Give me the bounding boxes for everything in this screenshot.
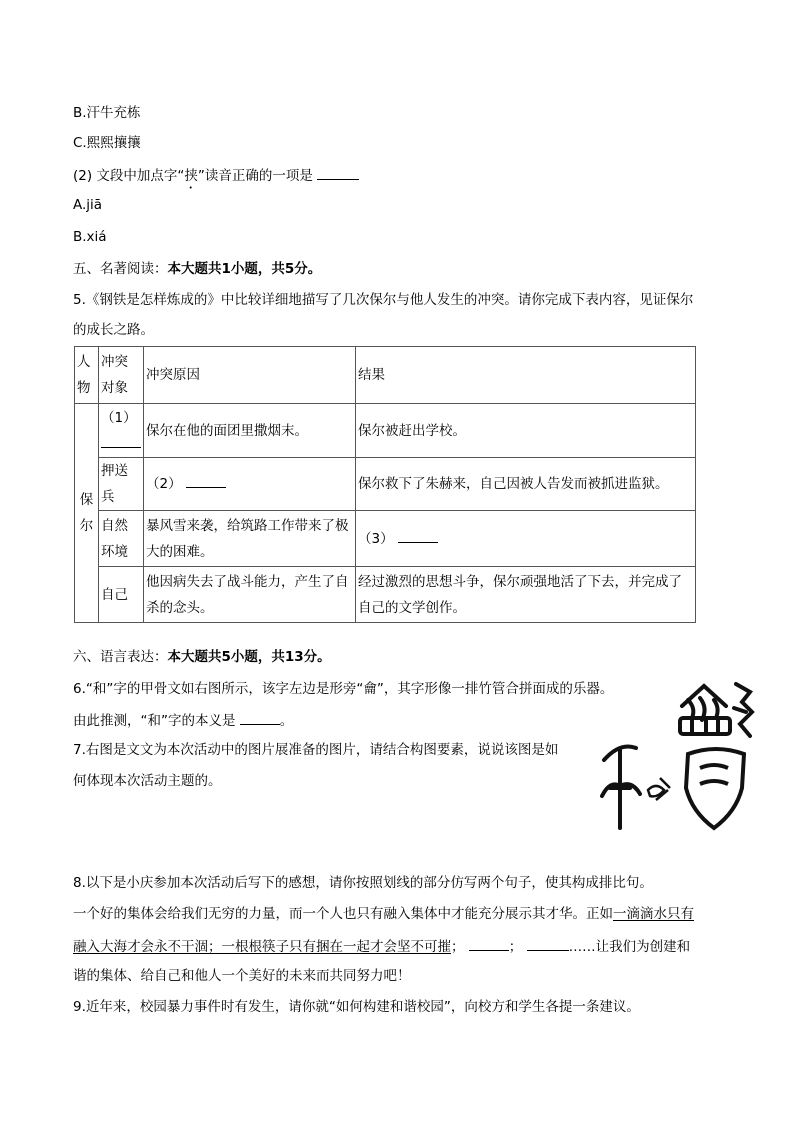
hands-glyph (648, 778, 670, 800)
header-result: 结果 (356, 347, 696, 404)
header-cause: 冲突原因 (144, 347, 356, 404)
sub2-prefix: (2) 文段中加点字“ (73, 168, 185, 184)
dotted-char: 挟 (184, 168, 198, 184)
result-cell: （3） (356, 511, 696, 567)
cause-cell: 他因病失去了战斗能力，产生了自杀的念头。 (144, 567, 356, 623)
answer-blank-1[interactable] (101, 433, 141, 448)
sub-question-2 (73, 165, 359, 192)
q8-line-4: 谐的集体、给自己和他人一个美好的未来而共同努力吧！ (73, 968, 411, 984)
q8-line-2: 一个好的集体会给我们无穷的力量，而一个人也只有融入集体中才能充分展示其才华。正如一滴滴水只有 (73, 906, 694, 922)
answer-blank[interactable] (317, 165, 359, 180)
section-5-prefix: 五、名著阅读： (73, 261, 168, 277)
table-header-row (75, 347, 696, 404)
q6-line-2: 由此推测，“和”字的本义是 。 (73, 710, 293, 730)
option-c: C.熙熙攘攘 (73, 135, 141, 151)
header-object: 冲突对象 (99, 347, 144, 404)
underlined-example-2: 融入大海才会永不干涸；一根根筷子只有捆在一起才会坚不可摧 (73, 939, 451, 955)
section-6-prefix: 六、语言表达： (73, 649, 168, 665)
header-person: 人物 (75, 347, 99, 404)
table-row (75, 404, 696, 458)
result-cell: 经过激烈的思想斗争，保尔顽强地活了下去，并完成了自己的文学创作。 (356, 567, 696, 623)
sub2-option-a: A.jiā (73, 197, 103, 213)
table-row (75, 458, 696, 511)
q6-line-1: 6.“和”字的甲骨文如右图所示，该字左边是形旁“龠”，其字形像一排竹管合拼面成的乐器。 (73, 681, 614, 697)
grain-glyph (602, 747, 640, 829)
q5-line-1: 5.《钢铁是怎样炼成的》中比较详细地描写了几次保尔与他人发生的冲突。请你完成下表内容，见证保尔 (73, 292, 694, 308)
section-6-heading (73, 648, 331, 666)
cause-cell: 保尔在他的面团里撒烟末。 (144, 404, 356, 458)
option-b: B.汗牛充栋 (73, 105, 141, 121)
q8-line-3: 融入大海才会永不干涸；一根根筷子只有捆在一起才会坚不可摧； ； ……让我们为创建和 (73, 936, 690, 956)
answer-blank-8a[interactable] (469, 936, 509, 951)
underlined-example-1: 一滴滴水只有 (613, 906, 694, 922)
seal-glyph (680, 684, 752, 736)
q7-line-1: 7.右图是文文为本次活动中的图片展准备的图片，请结合构图要素，说说该图是如 (73, 742, 559, 758)
q9-line-1: 9.近年来，校园暴力事件时有发生，请你就“如何构建和谐校园”，向校方和学生各提一条建议。 (73, 999, 640, 1015)
shield-glyph (686, 749, 744, 828)
q8-line-1: 8.以下是小庆参加本次活动后写下的感想，请你按照划线的部分仿写两个句子，使其构成排比句。 (73, 875, 653, 891)
object-cell: （1） (99, 404, 144, 458)
answer-blank-6[interactable] (240, 710, 280, 725)
oracle-bone-he-figure (596, 678, 756, 838)
object-cell: 自己 (99, 567, 144, 623)
object-cell: 自然环境 (99, 511, 144, 567)
section-6-bold: 本大题共5小题，共13分。 (167, 649, 331, 665)
q7-line-2: 何体现本次活动主题的。 (73, 773, 222, 789)
sub2-option-b: B.xiá (73, 229, 107, 245)
table-row (75, 511, 696, 567)
person-cell: 保尔 (75, 404, 99, 623)
table-row (75, 567, 696, 623)
q5-line-2: 的成长之路。 (73, 322, 154, 338)
result-cell: 保尔被赶出学校。 (356, 404, 696, 458)
cause-cell: （2） (144, 458, 356, 511)
section-5-heading (73, 260, 321, 278)
object-cell: 押送兵 (99, 458, 144, 511)
answer-blank-3[interactable] (398, 528, 438, 543)
section-5-bold: 本大题共1小题，共5分。 (167, 261, 322, 277)
conflict-table (74, 346, 696, 623)
result-cell: 保尔救下了朱赫来，自己因被人告发而被抓进监狱。 (356, 458, 696, 511)
answer-blank-2[interactable] (186, 473, 226, 488)
answer-blank-8b[interactable] (527, 936, 569, 951)
cause-cell: 暴风雪来袭，给筑路工作带来了极大的困难。 (144, 511, 356, 567)
sub2-suffix: ”读音正确的一项是 (197, 168, 313, 184)
